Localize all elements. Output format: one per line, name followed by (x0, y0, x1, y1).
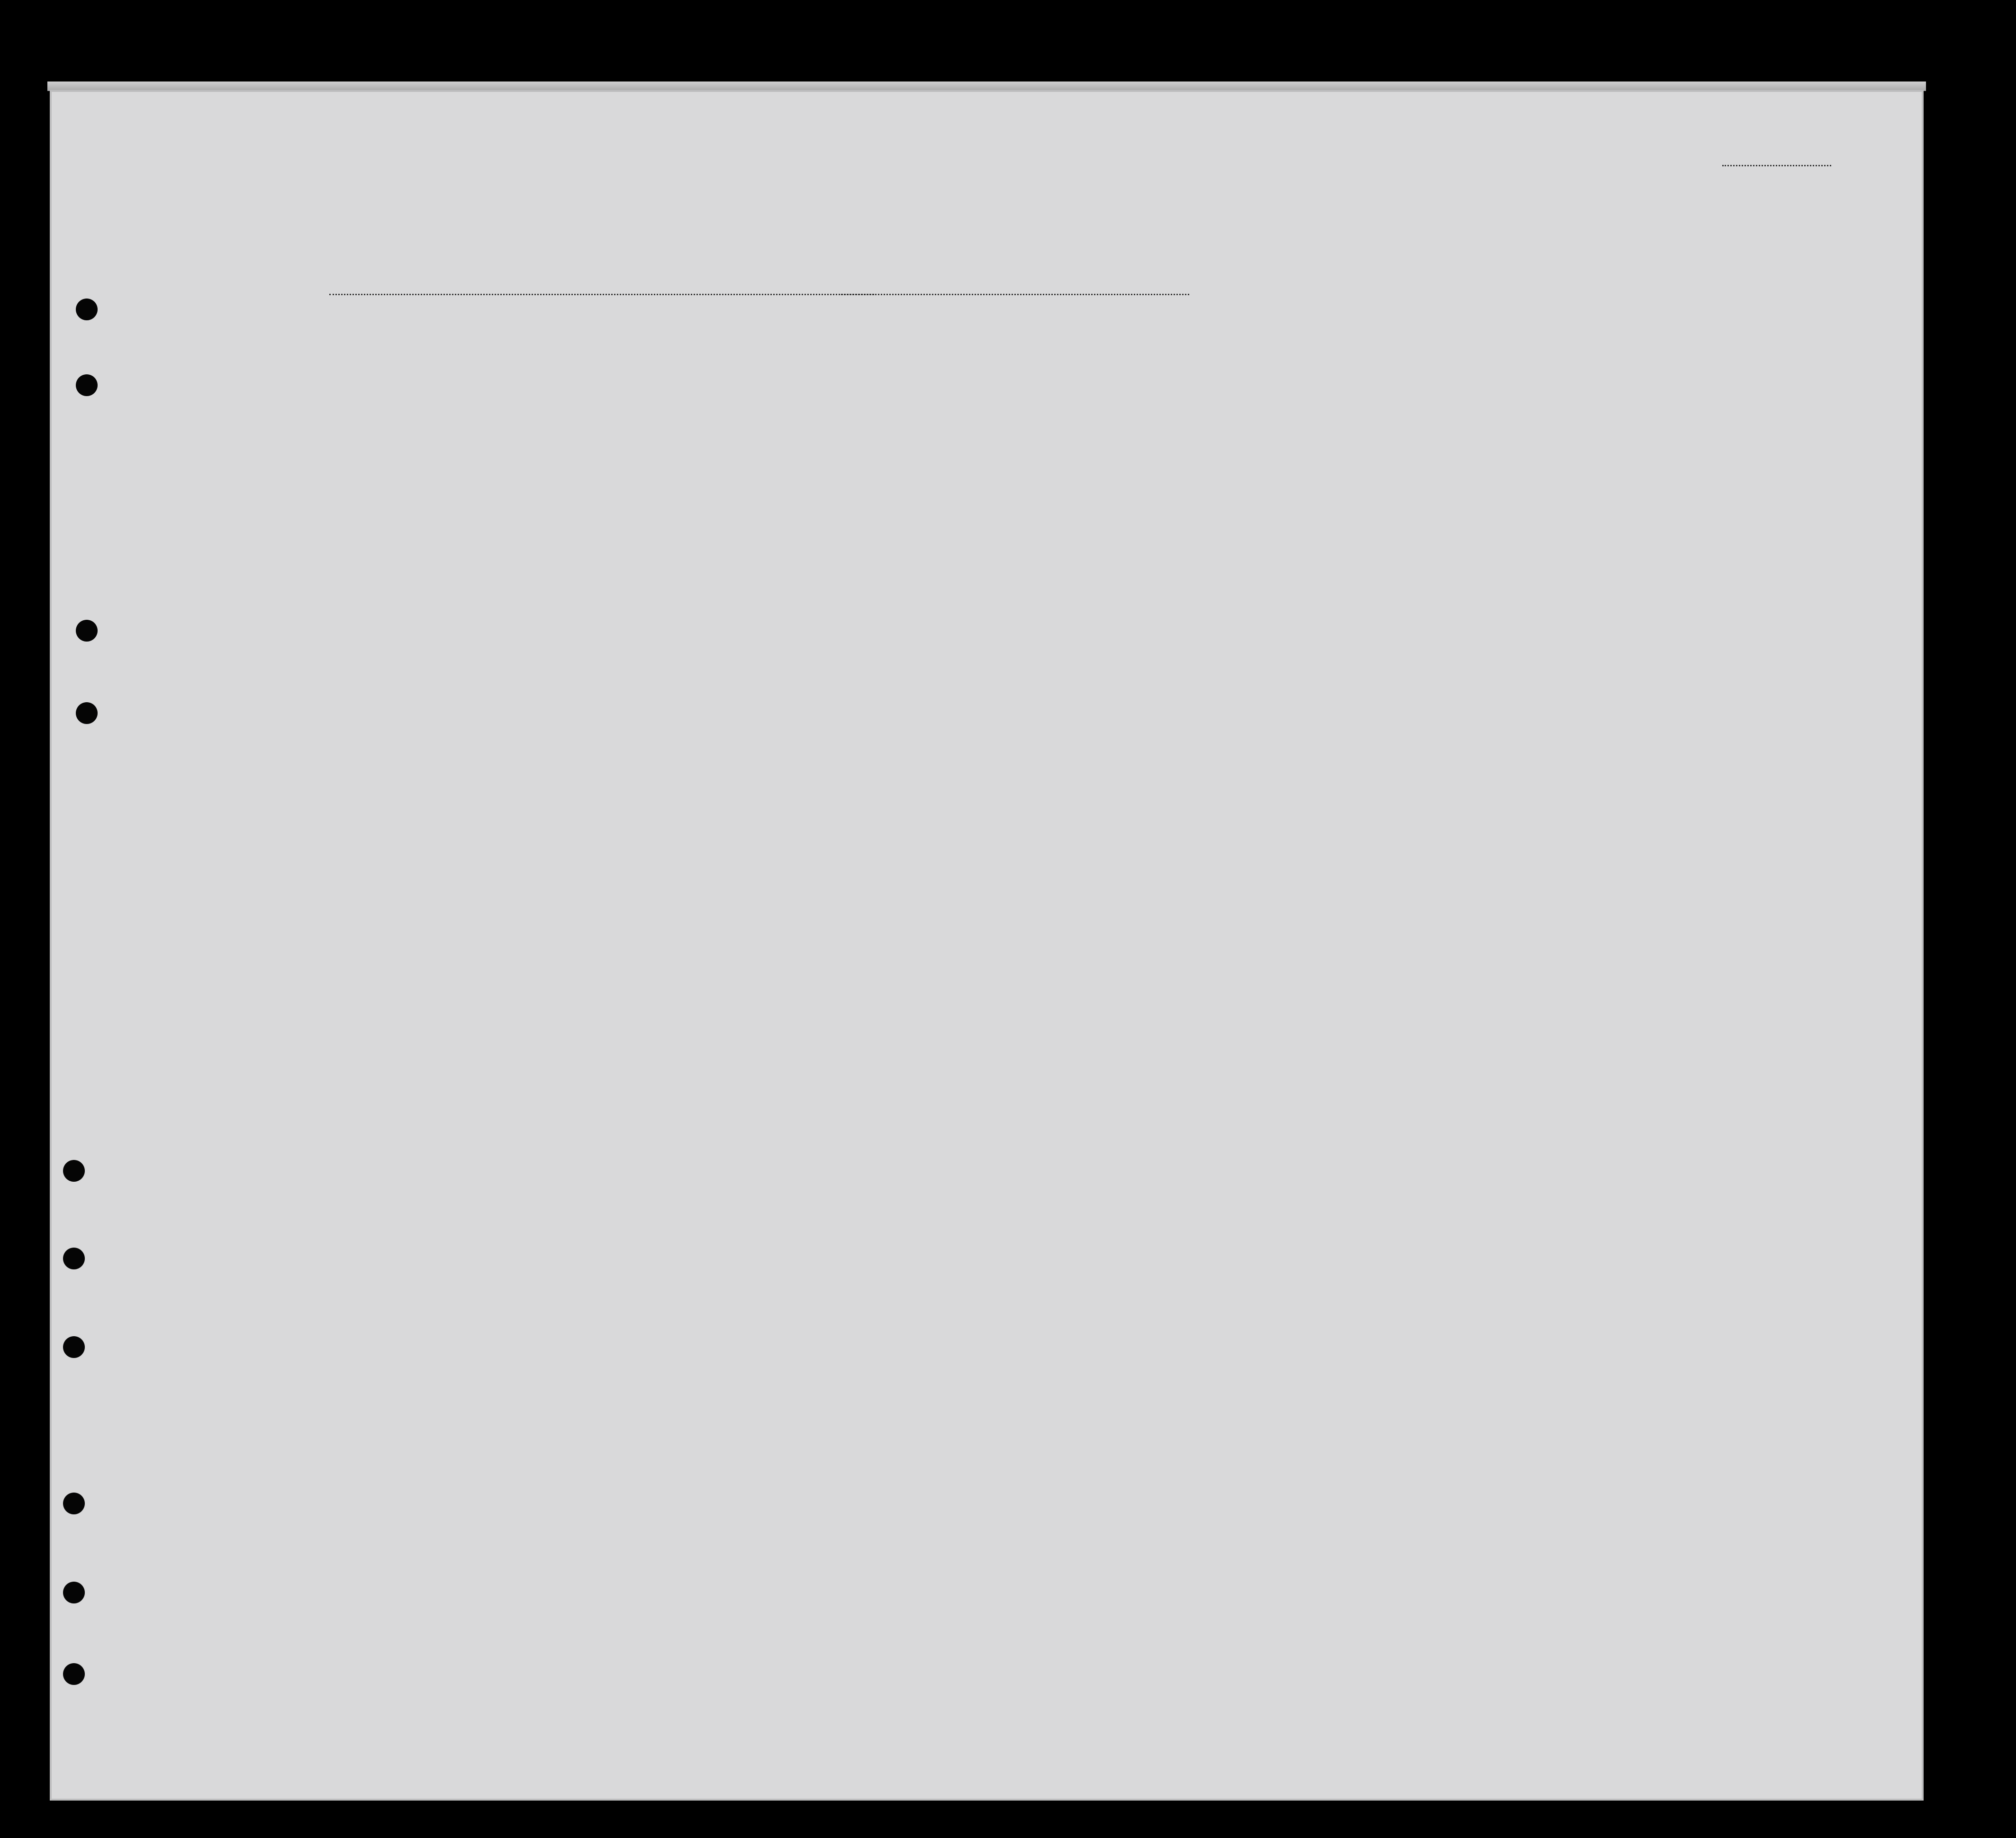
manifest-sheet (50, 90, 1924, 1801)
page-edge-stack (47, 81, 1926, 91)
